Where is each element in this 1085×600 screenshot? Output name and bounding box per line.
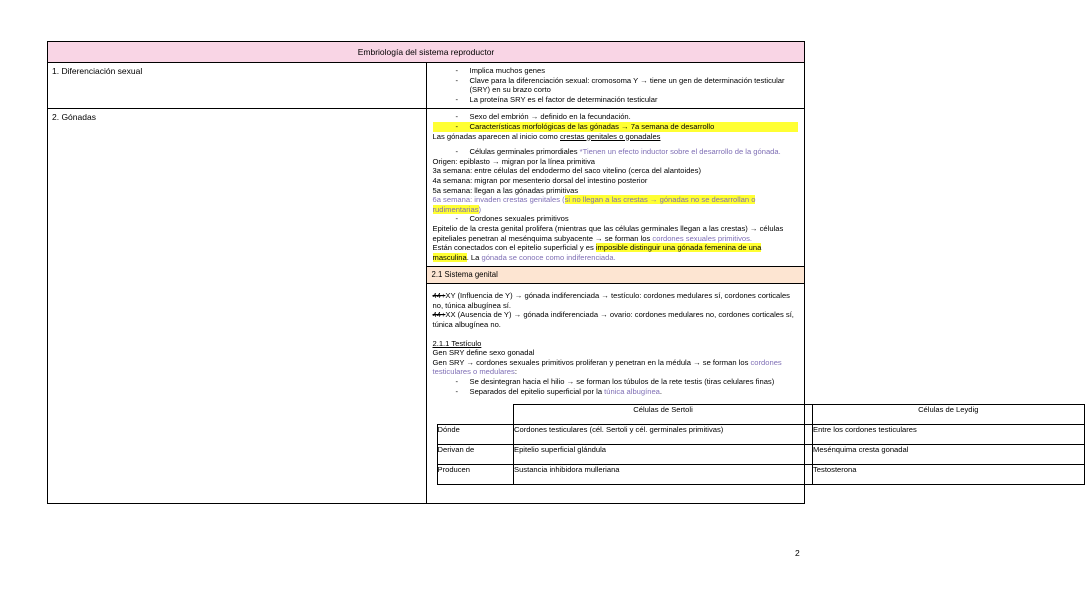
list-item: - Separados del epitelio superficial por la túnica albugínea.: [433, 387, 799, 397]
list-item: - Implica muchos genes: [433, 66, 799, 76]
list-item: - Se desintegran hacia el hilio → se forman los túbulos de la rete testis (tiras celulares finas): [433, 377, 799, 387]
list-item: - La proteína SRY es el factor de determinación testicular: [433, 95, 799, 105]
text-line: 5a semana: llegan a las gónadas primitivas: [432, 185, 579, 195]
column-header: Células de Sertoli: [514, 405, 813, 425]
row-label: Dónde: [437, 425, 514, 445]
table-row: [437, 425, 1084, 445]
table-corner: [437, 405, 514, 425]
text-line: 4a semana: migran por mesenterio dorsal del intestino posterior: [432, 175, 648, 185]
subsection-title: 2.1 Sistema genital: [426, 267, 805, 284]
list-item: - Sexo del embrión → definido en la fecundación.: [433, 112, 799, 122]
highlighted-text: imposible distinguir una gónada femenina de una masculina: [432, 243, 762, 262]
text-line: 44+XY (Influencia de Y) → gónada indiferenciada → testículo: cordones medulares sí, cordones corticales no, túnica albugínea sí.: [432, 291, 790, 310]
table-cell: Sustancia inhibidora mulleriana: [514, 465, 813, 485]
text-line: 3a semana: entre células del endodermo del saco vitelino (cerca del alantoides): [432, 166, 701, 176]
table-cell: Entre los cordones testiculares: [813, 425, 1085, 445]
row-label: Derivan de: [437, 445, 514, 465]
column-header: Células de Leydig: [813, 405, 1085, 425]
table-cell: Epitelio superficial glándula: [514, 445, 813, 465]
text-line: Están conectados con el epitelio superficial y es imposible distinguir una gónada femenina de una masculina. La gónada se conoce como indiferenciada.: [432, 243, 762, 262]
text-line: Epitelio de la cresta genital prolifera (mientras que las células germinales llegan a las crestas) → células epiteliales penetran al mesénquima subyacente → se forman los cordones sexuales primitivos.: [432, 223, 784, 243]
document-title: Embriología del sistema reproductor: [48, 42, 805, 63]
text-line: Gen SRY define sexo gonadal: [432, 348, 535, 358]
table-cell: Testosterona: [813, 465, 1085, 485]
note: *Tienen un efecto inductor sobre el desarrollo de la gónada.: [577, 147, 781, 157]
highlighted-item: - Características morfológicas de las gónadas → 7a semana de desarrollo: [433, 122, 799, 132]
text-line: Origen: epiblasto → migran por la línea primitiva: [432, 156, 595, 166]
text-line: 6a semana: invaden crestas genitales (si no llegan a las crestas → gónadas no se desarrollan o rudimentarias): [432, 195, 756, 214]
genital-content: [426, 284, 979, 504]
table-row: [437, 445, 1084, 465]
table-row: [437, 465, 1084, 485]
list-item: - Células germinales primordiales *Tienen un efecto inductor sobre el desarrollo de la gónada.: [433, 147, 799, 157]
list-item: - Cordones sexuales primitivos: [433, 214, 799, 224]
list-item: - Clave para la diferenciación sexual: cromosoma Y → tiene un gen de determinación testicular (SRY) en su brazo corto: [433, 76, 799, 95]
page-number: 2: [795, 548, 800, 558]
highlighted-text: si no llegan a las crestas → gónadas no se desarrollan o rudimentarias: [432, 195, 756, 214]
text-line: Gen SRY → cordones sexuales primitivos proliferan y penetran en la médula → se forman los cordones testiculares o medulares:: [432, 357, 782, 377]
section1-label: 1. Diferenciación sexual: [48, 63, 427, 109]
cells-table: [437, 404, 1085, 485]
section2-label: 2. Gónadas: [48, 109, 427, 504]
row-label: Producen: [437, 465, 514, 485]
underlined-term: crestas genitales o gonadales: [560, 131, 661, 141]
section2-content: [426, 109, 805, 267]
section1-content: [426, 63, 805, 109]
table-cell: Cordones testiculares (cél. Sertoli y cél. germinales primitivas): [514, 425, 813, 445]
document-sheet: [47, 41, 979, 504]
table-cell: Mesénquima cresta gonadal: [813, 445, 1085, 465]
subsection-title: 2.1.1 Testículo: [432, 338, 482, 348]
main-table: [47, 41, 979, 504]
text-line: Las gónadas aparecen al inicio como crestas genitales o gonadales: [432, 131, 661, 141]
text-line: 44+XX (Ausencia de Y) → gónada indiferenciada → ovario: cordones medulares no, cordones corticales sí, túnica albugínea no.: [432, 310, 794, 330]
